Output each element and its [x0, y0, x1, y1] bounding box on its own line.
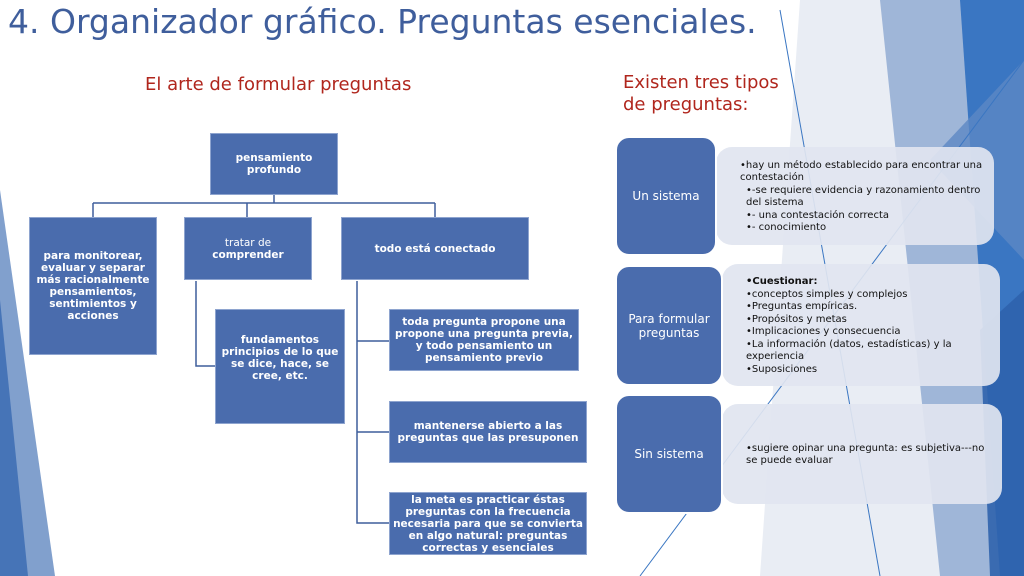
- type-desc-formulate-list: [746, 276, 990, 376]
- tree-branch-understand-bold: comprender: [212, 248, 284, 261]
- type-desc-item: •conceptos simples y complejos: [746, 288, 908, 300]
- type-desc-item: •Preguntas empíricas.: [746, 301, 858, 312]
- type-desc-item: •hay un método establecido para encontrar una contestación: [740, 159, 983, 183]
- tree-branch-monitor: [29, 217, 157, 355]
- tree-root-label: pensamiento profundo: [235, 152, 313, 176]
- type-box-no-system-label: Sin sistema: [634, 447, 704, 461]
- type-desc-item-bold: •Cuestionar:: [746, 276, 818, 287]
- tree-branch-understand: [184, 217, 312, 280]
- type-box-system-label: Un sistema: [632, 189, 700, 203]
- slide-title: 4. Organizador gráfico. Preguntas esenciales.: [8, 2, 757, 41]
- type-desc-no-system: [722, 404, 1002, 504]
- type-desc-item: •sugiere opinar una pregunta: es subjetiva---no se puede evaluar: [746, 442, 985, 466]
- tree-node-fundamentals-label: fundamentos principios de lo que se dice, hace, se cree, etc.: [221, 334, 339, 382]
- tree-branch-connected-label: todo está conectado: [374, 242, 496, 255]
- type-desc-item: •Propósitos y metas: [746, 313, 847, 325]
- type-box-no-system: [615, 394, 723, 514]
- type-desc-item: •Suposiciones: [746, 363, 818, 375]
- type-desc-formulate: [722, 264, 1000, 386]
- type-box-system: [615, 136, 717, 256]
- type-desc-item: •-se requiere evidencia y razonamiento dentro del sistema: [746, 184, 981, 208]
- tree-subtitle: El arte de formular preguntas: [145, 74, 412, 95]
- tree-node-fundamentals: [215, 309, 345, 424]
- type-box-formulate: [615, 265, 723, 386]
- tree-root: [210, 133, 338, 195]
- type-desc-system: [716, 147, 994, 245]
- tree-node-previous-question: [389, 309, 579, 371]
- tree-node-stay-open: [389, 401, 587, 463]
- tree-branch-connected: [341, 217, 529, 280]
- type-desc-system-list: [740, 160, 984, 235]
- types-subtitle-line2: de preguntas:: [623, 94, 749, 115]
- tree-node-goal-label: la meta es practicar éstas preguntas con la frecuencia necesaria para que se convierta en algo natural: preguntas correctas y esenciales: [393, 493, 583, 554]
- type-desc-item: •- una contestación correcta: [746, 209, 890, 221]
- tree-node-goal: [389, 492, 587, 555]
- tree-node-previous-question-label: toda pregunta propone una propone una pregunta previa, y todo pensamiento un pensamiento previo: [395, 316, 573, 364]
- tree-branch-monitor-label: para monitorear, evaluar y separar más racionalmente pensamientos, sentimientos y acciones: [36, 250, 150, 322]
- type-desc-item: •La información (datos, estadísticas) y la experiencia: [746, 338, 952, 362]
- type-box-formulate-label: Para formular preguntas: [628, 311, 710, 340]
- tree-node-stay-open-label: mantenerse abierto a las preguntas que las presuponen: [397, 420, 579, 444]
- tree-branch-understand-prefix: tratar de: [224, 236, 272, 249]
- type-desc-item: •- conocimiento: [746, 222, 827, 233]
- types-subtitle-line1: Existen tres tipos: [623, 72, 779, 93]
- type-desc-item: [746, 276, 990, 289]
- tree-branch-understand-label: [188, 237, 308, 261]
- type-desc-no-system-list: [746, 443, 992, 468]
- type-desc-item: •Implicaciones y consecuencia: [746, 326, 901, 337]
